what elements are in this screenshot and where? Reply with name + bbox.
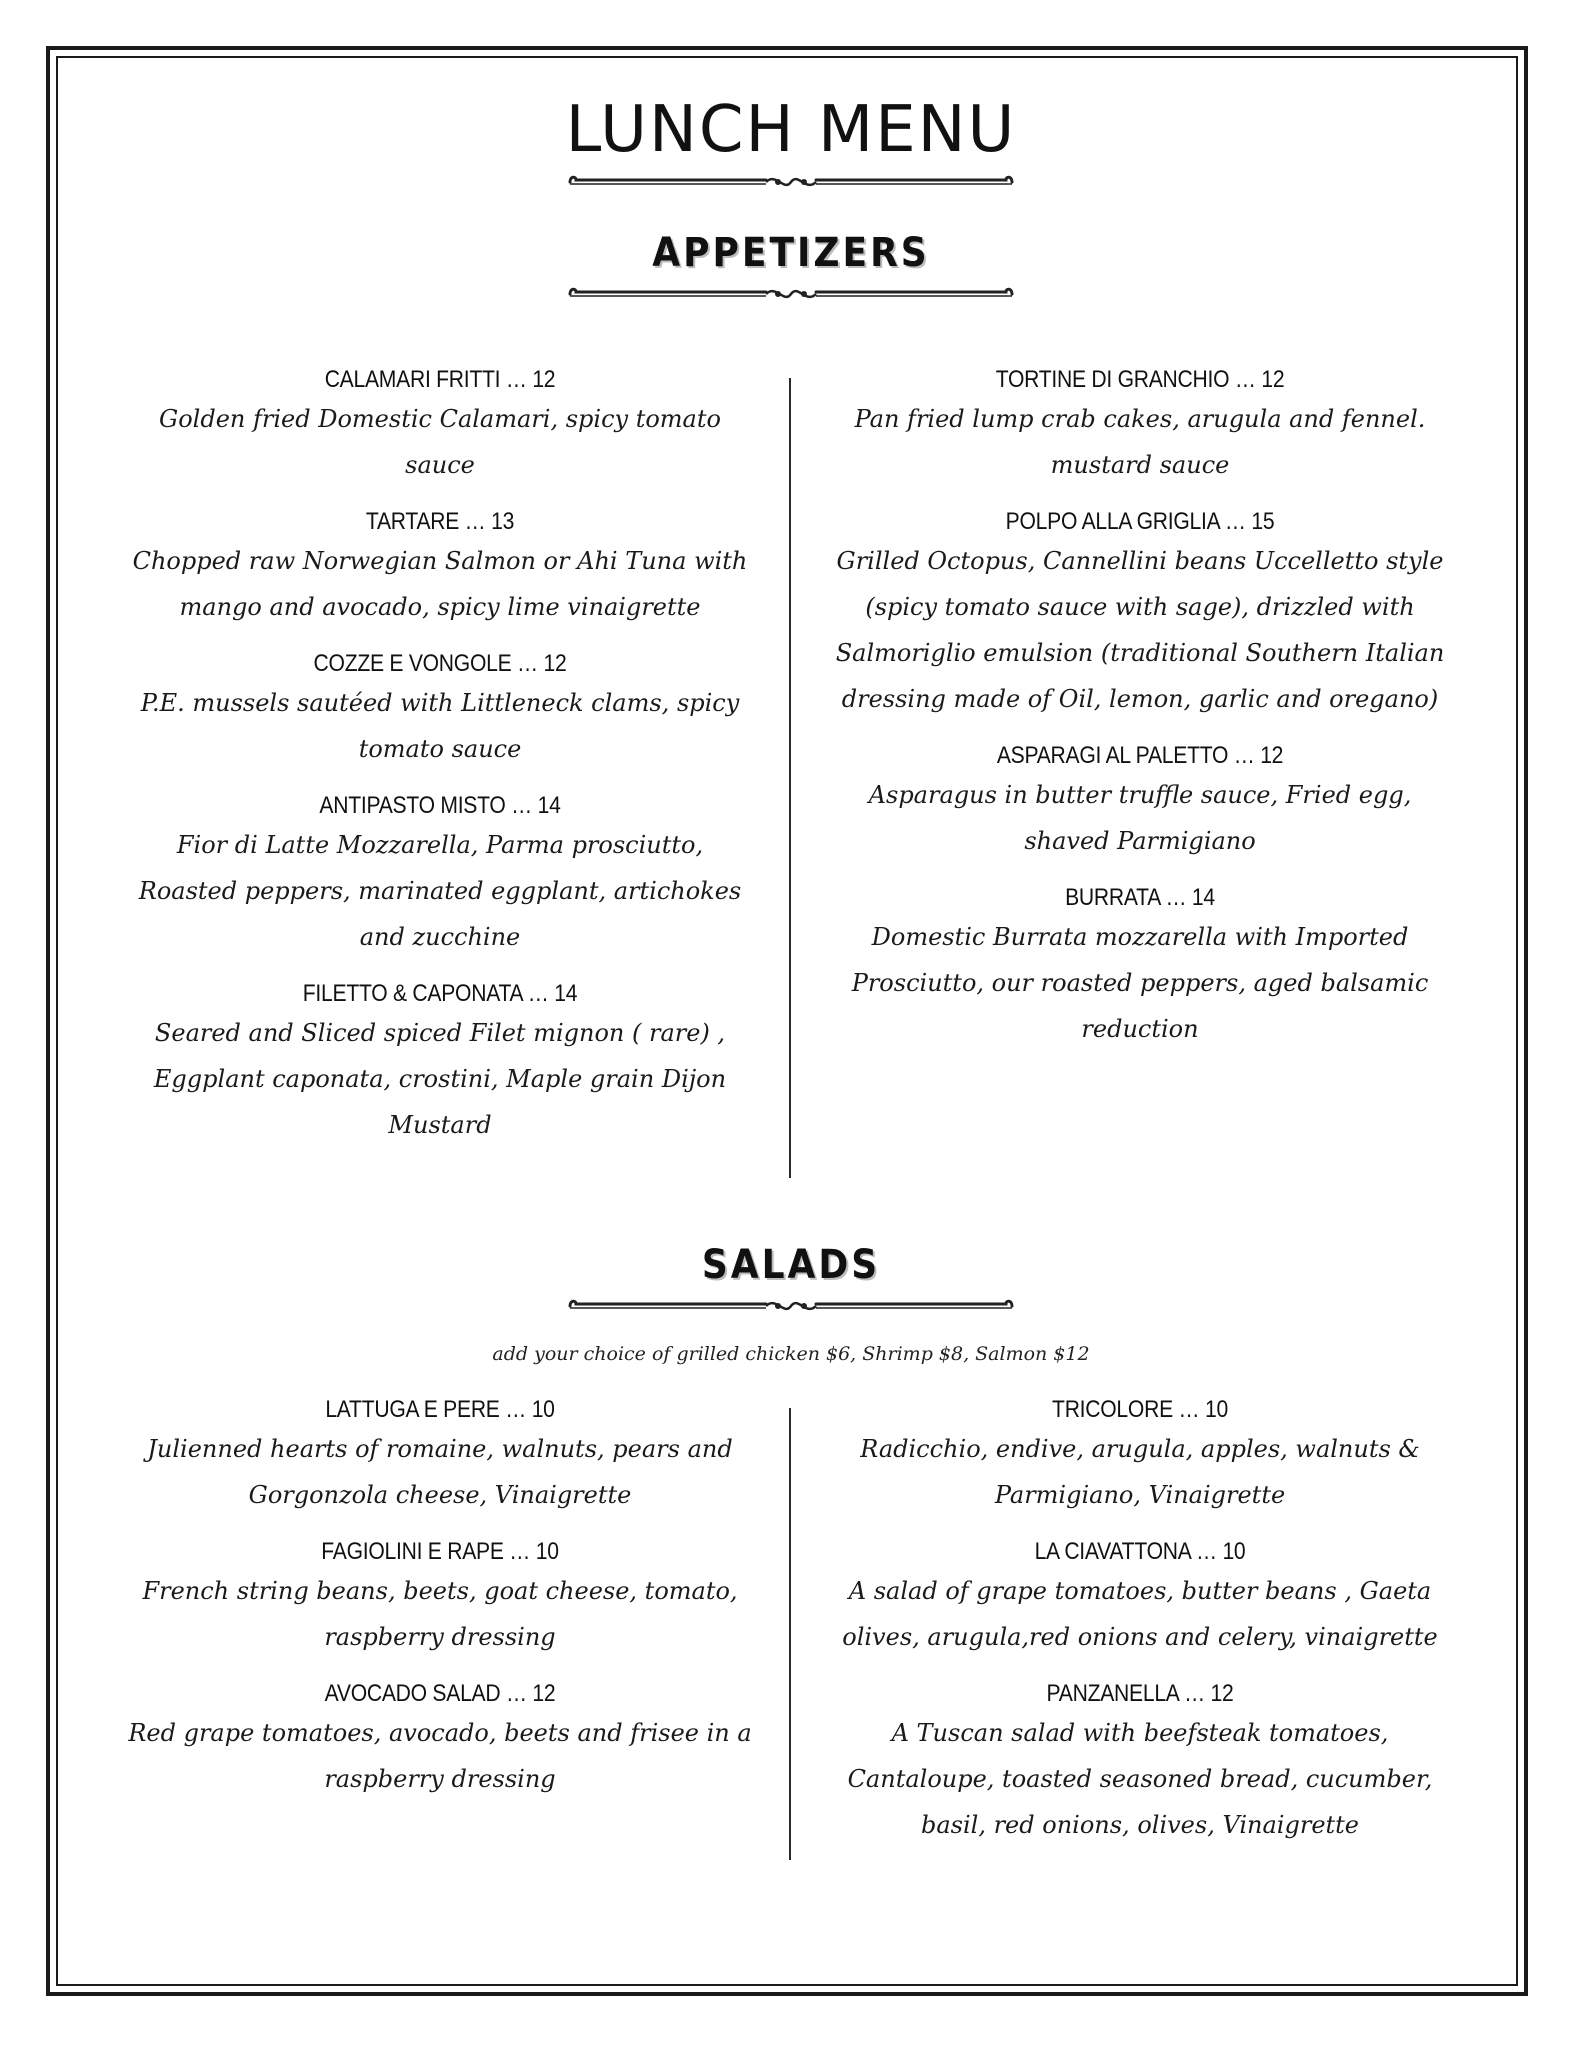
item-description: Fior di Latte Mozzarella, Parma prosciutto, Roasted peppers, marinated eggplant, artichokes and zucchine [138,831,742,951]
item-description: A Tuscan salad with beefsteak tomatoes, Cantaloupe, toasted seasoned bread, cucumber, basil, red onions, olives, Vinaigrette [847,1719,1433,1839]
item-title: AVOCADO SALAD … 12 [324,1680,556,1707]
menu-item [120,364,760,488]
item-title: TORTINE DI GRANCHIO … 12 [995,366,1285,393]
item-description: French string beans, beets, goat cheese, tomato, raspberry dressing [142,1577,738,1651]
item-description: Seared and Sliced spiced Filet mignon ( rare) , Eggplant caponata, crostini, Maple grain Dijon Mustard [153,1019,727,1139]
salads-right-column [820,1394,1460,1866]
menu-item [820,364,1460,488]
item-title: ANTIPASTO MISTO … 14 [319,792,561,819]
item-title: BURRATA … 14 [1065,884,1215,911]
appetizers-flourish-ornament [566,280,1016,310]
menu-item [120,648,760,772]
appetizers-heading: APPETIZERS [652,230,930,276]
menu-item [820,1536,1460,1660]
item-title: COZZE E VONGOLE … 12 [313,650,567,677]
item-title: PANZANELLA … 12 [1046,1680,1234,1707]
menu-item [120,1536,760,1660]
menu-item [120,1678,760,1802]
menu-item [120,1394,760,1518]
title-flourish-ornament [566,168,1016,198]
item-description: Pan fried lump crab cakes, arugula and fennel. mustard sauce [854,405,1426,479]
menu-item [120,506,760,630]
item-title: POLPO ALLA GRIGLIA … 15 [1005,508,1275,535]
item-title: TARTARE … 13 [365,508,515,535]
menu-item [820,506,1460,722]
salads-left-column [120,1394,760,1820]
appetizers-left-column [120,364,760,1166]
item-description: Domestic Burrata mozzarella with Imported Prosciutto, our roasted peppers, aged balsamic reduction [851,923,1429,1043]
menu-item [120,790,760,960]
item-description: Julienned hearts of romaine, walnuts, pears and Gorgonzola cheese, Vinaigrette [147,1435,733,1509]
item-description: Grilled Octopus, Cannellini beans Uccelletto style (spicy tomato sauce with sage), drizzled with Salmoriglio emulsion (traditional Southern Italian dressing made of Oil, lemon, garlic and oregano) [835,547,1445,713]
menu-item [820,740,1460,864]
item-description: Asparagus in butter truffle sauce, Fried egg, shaved Parmigiano [868,781,1412,855]
item-description: Chopped raw Norwegian Salmon or Ahi Tuna with mango and avocado, spicy lime vinaigrette [132,547,748,621]
item-description: Red grape tomatoes, avocado, beets and frisee in a raspberry dressing [128,1719,752,1793]
salads-heading: SALADS [701,1242,881,1288]
item-title: FAGIOLINI E RAPE … 10 [321,1538,559,1565]
item-title: CALAMARI FRITTI … 12 [324,366,556,393]
item-description: A salad of grape tomatoes, butter beans , Gaeta olives, arugula,red onions and celery, vinaigrette [842,1577,1438,1651]
appetizers-right-column [820,364,1460,1070]
item-title: TRICOLORE … 10 [1052,1396,1228,1423]
item-description: Golden fried Domestic Calamari, spicy tomato sauce [159,405,721,479]
menu-title: LUNCH MENU [565,93,1017,167]
item-title: ASPARAGI AL PALETTO … 12 [996,742,1284,769]
item-title: FILETTO & CAPONATA … 14 [302,980,578,1007]
menu-item [820,1394,1460,1518]
salads-flourish-ornament [566,1292,1016,1322]
item-title: LATTUGA E PERE … 10 [325,1396,555,1423]
menu-item [820,882,1460,1052]
item-title: LA CIAVATTONA … 10 [1034,1538,1246,1565]
menu-item [120,978,760,1148]
item-description: Radicchio, endive, arugula, apples, walnuts & Parmigiano, Vinaigrette [860,1435,1420,1509]
salads-add-protein-note: add your choice of grilled chicken $6, Shrimp $8, Salmon $12 [492,1343,1090,1365]
menu-item [820,1678,1460,1848]
appetizers-column-divider [789,378,791,1178]
item-description: P.E. mussels sautéed with Littleneck clams, spicy tomato sauce [140,689,740,763]
salads-column-divider [789,1408,791,1860]
